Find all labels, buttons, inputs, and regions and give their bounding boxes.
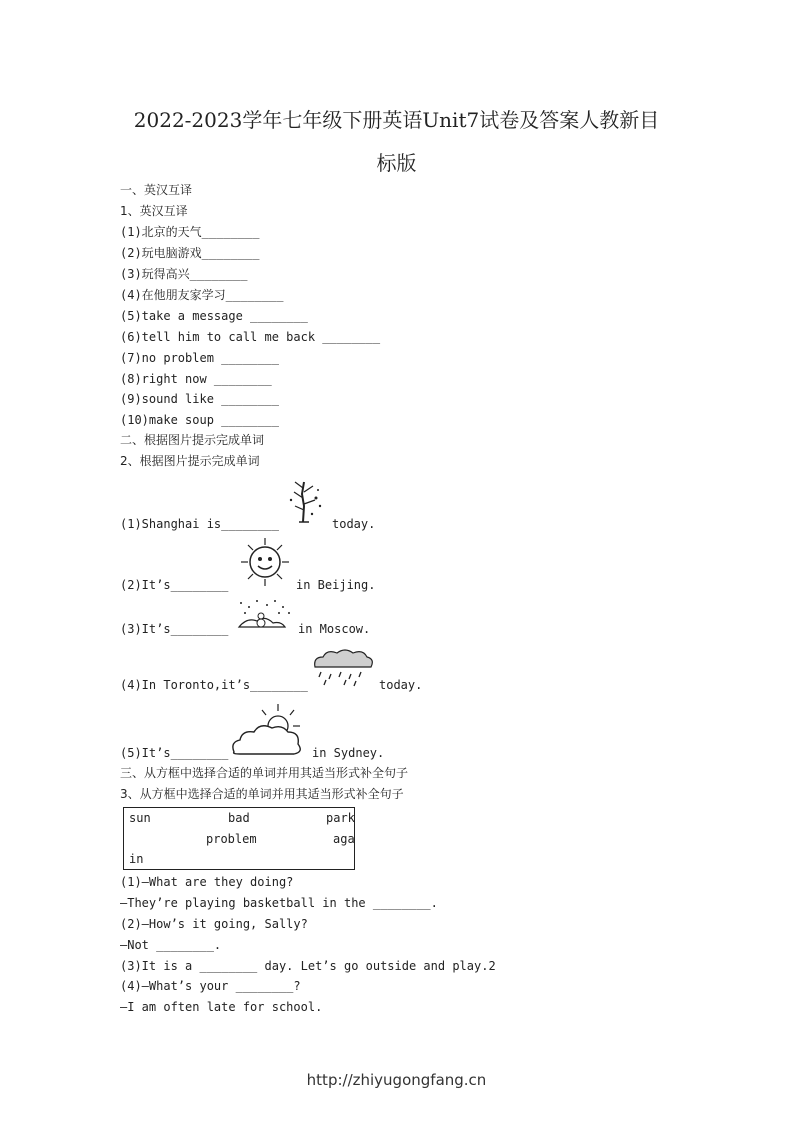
section3-subheading: 3、从方框中选择合适的单词并用其适当形式补全句子 xyxy=(120,787,404,801)
windy-tree-icon xyxy=(285,476,325,524)
section1-item: (6)tell him to call me back ________ xyxy=(120,330,381,344)
section1-item: (2)玩电脑游戏________ xyxy=(120,246,260,260)
section3-item: (2)—How’s it going, Sally? xyxy=(120,917,308,931)
picture-question-4: (4)In Toronto,it’s________ xyxy=(120,678,308,692)
section1-item: (10)make soup ________ xyxy=(120,413,279,427)
word-box-word: bad xyxy=(228,811,250,825)
word-box-word: sun xyxy=(129,811,151,825)
sun-behind-cloud-icon xyxy=(228,702,306,760)
footer-url[interactable]: http://zhiyugongfang.cn xyxy=(306,1071,487,1089)
section2-heading: 二、根据图片提示完成单词 xyxy=(120,433,265,447)
section1-item: (3)玩得高兴________ xyxy=(120,267,248,281)
section1-subheading: 1、英汉互译 xyxy=(120,204,188,218)
picture-question-1: (1)Shanghai is________ xyxy=(120,517,279,531)
section1-item: (7)no problem ________ xyxy=(120,351,279,365)
picture-question-2: (2)It’s________ xyxy=(120,578,229,592)
word-box-word: park xyxy=(326,811,355,825)
picture-question-5: (5)It’s________ xyxy=(120,746,229,760)
word-box-word: problem xyxy=(206,832,257,846)
sun-icon xyxy=(238,536,292,588)
document-title-line2: 标版 xyxy=(376,151,417,175)
section1-heading: 一、英汉互译 xyxy=(120,183,193,197)
snow-icon xyxy=(233,597,293,633)
section3-heading: 三、从方框中选择合适的单词并用其适当形式补全句子 xyxy=(120,766,409,780)
picture-question-2-end: in Beijing. xyxy=(296,578,376,592)
section3-item: (3)It is a ________ day. Let’s go outside and play.2 xyxy=(120,959,496,973)
word-box xyxy=(123,807,355,870)
word-box-word: aga xyxy=(333,832,355,846)
section1-item: (5)take a message ________ xyxy=(120,309,308,323)
word-box-word: in xyxy=(129,852,144,866)
section1-item: (9)sound like ________ xyxy=(120,392,279,406)
section3-item: —They’re playing basketball in the ________. xyxy=(120,896,438,910)
section3-item: —Not ________. xyxy=(120,938,222,952)
section1-item: (1)北京的天气________ xyxy=(120,225,260,239)
section3-item: —I am often late for school. xyxy=(120,1000,323,1014)
section3-item: (4)—What’s your ________? xyxy=(120,979,301,993)
section1-item: (8)right now ________ xyxy=(120,372,272,386)
section2-subheading: 2、根据图片提示完成单词 xyxy=(120,454,260,468)
section1-item: (4)在他朋友家学习________ xyxy=(120,288,284,302)
picture-question-3: (3)It’s________ xyxy=(120,622,229,636)
picture-question-3-end: in Moscow. xyxy=(298,622,371,636)
picture-question-1-end: today. xyxy=(332,517,376,531)
picture-question-5-end: in Sydney. xyxy=(312,746,385,760)
rain-cloud-icon xyxy=(309,647,377,687)
document-title-line1: 2022-2023学年七年级下册英语Unit7试卷及答案人教新目 xyxy=(133,108,660,132)
picture-question-4-end: today. xyxy=(379,678,423,692)
section3-item: (1)—What are they doing? xyxy=(120,875,294,889)
